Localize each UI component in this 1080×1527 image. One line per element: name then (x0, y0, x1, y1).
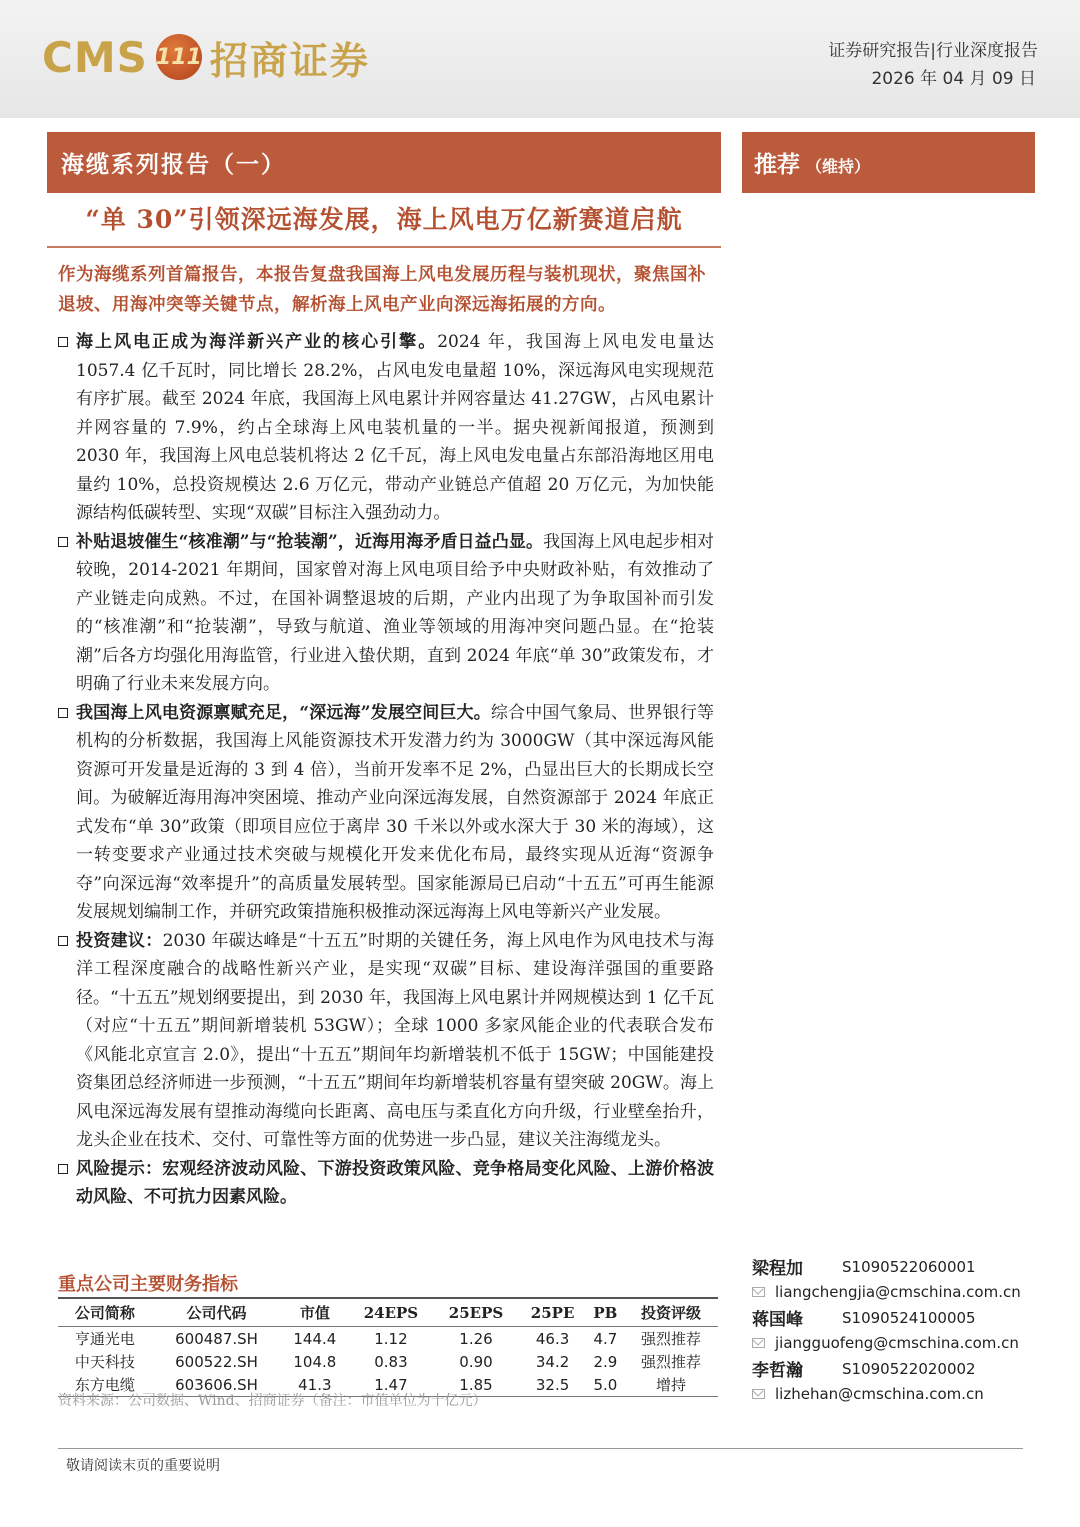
table-cell: 600522.SH (175, 1352, 258, 1371)
table-cell: 1.12 (374, 1329, 408, 1348)
table-cell: 0.83 (374, 1352, 408, 1371)
mail-icon (752, 1338, 765, 1348)
table-cell: 1.85 (433, 1373, 518, 1397)
analyst-row (752, 1254, 1042, 1280)
table-source-note: 资料来源：公司数据、Wind、招商证券（备注：市值单位为十亿元） (58, 1393, 487, 1409)
table-cell: 1.26 (459, 1329, 493, 1348)
bullet-item (58, 927, 714, 1155)
report-date: 2026 年 04 月 09 日 (871, 69, 1036, 89)
mail-icon (752, 1389, 765, 1399)
table-cell: 增持 (624, 1373, 718, 1397)
column-header: 投资评级 (624, 1298, 718, 1327)
bullet-lead: 风险提示：宏观经济波动风险、下游投资政策风险、竞争格局变化风险、上游价格波动风险、不可抗力因素风险。 (76, 1158, 714, 1207)
table-cell: 104.8 (293, 1352, 337, 1371)
bullet-body: 我国海上风电起步相对较晚，2014-2021 年期间，国家曾对海上风电项目给予中央财政补贴，有效推动了产业链走向成熟。不过，在国补调整退坡的后期，产业内出现了为争取国补而引发的“核准潮”和“抢装潮”，导致与航道、渔业等领域的用海冲突问题凸显。在“抢装潮”后各方均强化用海监管，行业进入蛰伏期，直到 2024 年底“单 30”政策发布，才明确了行业未来发展方向。 (76, 531, 714, 694)
column-header: 25EPS (433, 1298, 518, 1327)
analyst-email[interactable]: lizhehan@cmschina.com.cn (775, 1385, 984, 1404)
bullet-lead: 海上风电正成为海洋新兴产业的核心引擎。 (76, 332, 438, 352)
column-header: 公司代码 (152, 1298, 281, 1327)
analyst-name: 李哲瀚 (752, 1361, 803, 1382)
analyst-row (752, 1356, 1042, 1382)
footer-divider (58, 1448, 1023, 1449)
report-abstract: 作为海缆系列首篇报告，本报告复盘我国海上风电发展历程与装机现状，聚焦国补退坡、用海冲突等关键节点，解析海上风电产业向深远海拓展的方向。 (58, 265, 706, 315)
report-headline: “单 30”引领深远海发展，海上风电万亿新赛道启航 (85, 205, 683, 234)
analyst-id: S1090522060001 (842, 1257, 976, 1276)
header-band (0, 0, 1080, 118)
bullet-lead: 投资建议： (76, 930, 163, 951)
table-cell: 46.3 (535, 1329, 570, 1348)
table-cell: 32.5 (519, 1373, 587, 1397)
analyst-id: S1090524100005 (842, 1308, 976, 1327)
rating-sub: （维持） (806, 157, 871, 176)
table-cell: 强烈推荐 (641, 1330, 702, 1348)
column-header: 公司简称 (58, 1298, 152, 1327)
table-row (58, 1350, 718, 1373)
table-row (58, 1327, 718, 1351)
analyst-row (752, 1305, 1042, 1331)
table-cell: 5.0 (587, 1373, 624, 1397)
table-cell: 1.47 (348, 1373, 433, 1397)
table-cell: 2.9 (593, 1352, 618, 1371)
logo-cn-text: 招商证券 (209, 37, 370, 83)
bullet-body: 2030 年碳达峰是“十五五”时期的关键任务，海上风电作为风电技术与海洋工程深度融合的战略性新兴产业，是实现“双碳”目标、建设海洋强国的重要路径。“十五五”规划纲要提出，到 2030 年，我国海上风电累计并网规模达到 1 亿千瓦（对应“十五五”期间新增装机 53GW）；全球 1000 多家风能企业的代表联合发布《风能北京宣言 2.0》，提出“十五五”期间年均新增装机不低于 15GW；中国能建投资集团总经济师进一步预测，“十五五”期间年均新增装机容量有望突破 20GW。海上风电深远海发展有望推动海缆向长距离、高电压与柔直化方向升级，行业壁垒抬升，龙头企业在技术、交付、可靠性等方面的优势进一步凸显，建议关注海缆龙头。 (76, 930, 714, 1150)
checkbox-square-icon (58, 1164, 68, 1174)
checkbox-square-icon (58, 936, 68, 946)
logo-badge-icon: 111 (156, 34, 202, 80)
column-header: 25PE (519, 1298, 587, 1327)
analyst-name: 梁程加 (752, 1259, 803, 1280)
analyst-email-row (752, 1280, 1042, 1306)
checkbox-square-icon (58, 537, 68, 547)
table-cell: 亨通光电 (74, 1330, 135, 1348)
rating-main: 推荐 (754, 151, 800, 178)
rating-banner (742, 132, 1035, 193)
analyst-panel (752, 1254, 1042, 1407)
table-cell: 强烈推荐 (641, 1353, 702, 1371)
bullet-lead: 补贴退坡催生“核准潮”与“抢装潮”，近海用海矛盾日益凸显。 (76, 531, 544, 552)
table-cell: 4.7 (593, 1329, 618, 1348)
series-banner (47, 132, 721, 193)
bullet-item (58, 328, 714, 528)
analyst-name: 蒋国峰 (752, 1310, 803, 1331)
table-cell: 中天科技 (74, 1353, 135, 1371)
bullet-body: 综合中国气象局、世界银行等机构的分析数据，我国海上风能资源技术开发潜力约为 3000GW（其中深远海风能资源可开发量是近海的 3 到 4 倍），当前开发率不足 2%，凸显出巨大的长期成长空间。为破解近海用海冲突困境、推动产业向深远海发展，自然资源部于 2024 年底正式发布“单 30”政策（即项目应位于离岸 30 千米以外或水深大于 30 米的海域），这一转变要求产业通过技术突破与规模化开发来优化布局，最终实现从近海“资源争夺”向深远海“效率提升”的高质量发展转型。国家能源局已启动“十五五”可再生能源发展规划编制工作，并研究政策措施积极推动深远海海上风电等新兴产业发展。 (76, 702, 714, 922)
table-cell: 603606.SH (152, 1373, 281, 1397)
bullet-list (58, 328, 714, 1212)
analyst-email[interactable]: liangchengjia@cmschina.com.cn (775, 1283, 1021, 1302)
table-header-row (58, 1298, 718, 1327)
bullet-item (58, 699, 714, 927)
rating-label (754, 146, 870, 179)
bullet-body: 2024 年，我国海上风电发电量达 1057.4 亿千瓦时，同比增长 28.2%，占风电发电量超 10%，深远海风电实现规范有序扩展。截至 2024 年底，我国海上风电累计并网容量达 41.27GW，占风电累计并网容量的 7.9%，约占全球海上风电装机量的一半。据央视新闻报道，预测到 2030 年，我国海上风电总装机将达 2 亿千瓦，海上风电发电量占东部沿海地区用电量约 10%，总投资规模达 2.6 万亿元，带动产业链总产值超 20 万亿元，为加快能源结构低碳转型、实现“双碳”目标注入强劲动力。 (76, 332, 714, 523)
series-title: 海缆系列报告（一） (61, 151, 286, 178)
brand-logo (42, 30, 370, 84)
financial-table-title: 重点公司主要财务指标 (58, 1274, 238, 1295)
checkbox-square-icon (58, 708, 68, 718)
table-cell: 0.90 (459, 1352, 493, 1371)
report-type: 证券研究报告|行业深度报告 (828, 41, 1038, 61)
table-cell: 144.4 (293, 1329, 337, 1348)
table-cell: 34.2 (535, 1352, 570, 1371)
headline-divider (47, 246, 721, 248)
mail-icon (752, 1287, 765, 1297)
checkbox-square-icon (58, 337, 68, 347)
analyst-email[interactable]: jiangguofeng@cmschina.com.cn (775, 1334, 1019, 1353)
column-header: PB (587, 1298, 624, 1327)
financial-table (58, 1297, 718, 1397)
bullet-item (58, 1155, 714, 1212)
footer-note: 敬请阅读末页的重要说明 (66, 1458, 220, 1474)
analyst-email-row (752, 1331, 1042, 1357)
bullet-item (58, 528, 714, 699)
column-header: 市值 (281, 1298, 348, 1327)
table-cell: 41.3 (281, 1373, 348, 1397)
column-header: 24EPS (348, 1298, 433, 1327)
table-cell: 东方电缆 (58, 1373, 152, 1397)
bullet-lead: 我国海上风电资源禀赋充足，“深远海”发展空间巨大。 (76, 702, 491, 723)
table-cell: 600487.SH (175, 1329, 258, 1348)
analyst-id: S1090522020002 (842, 1359, 976, 1378)
analyst-email-row (752, 1382, 1042, 1408)
logo-text: CMS (42, 32, 148, 82)
